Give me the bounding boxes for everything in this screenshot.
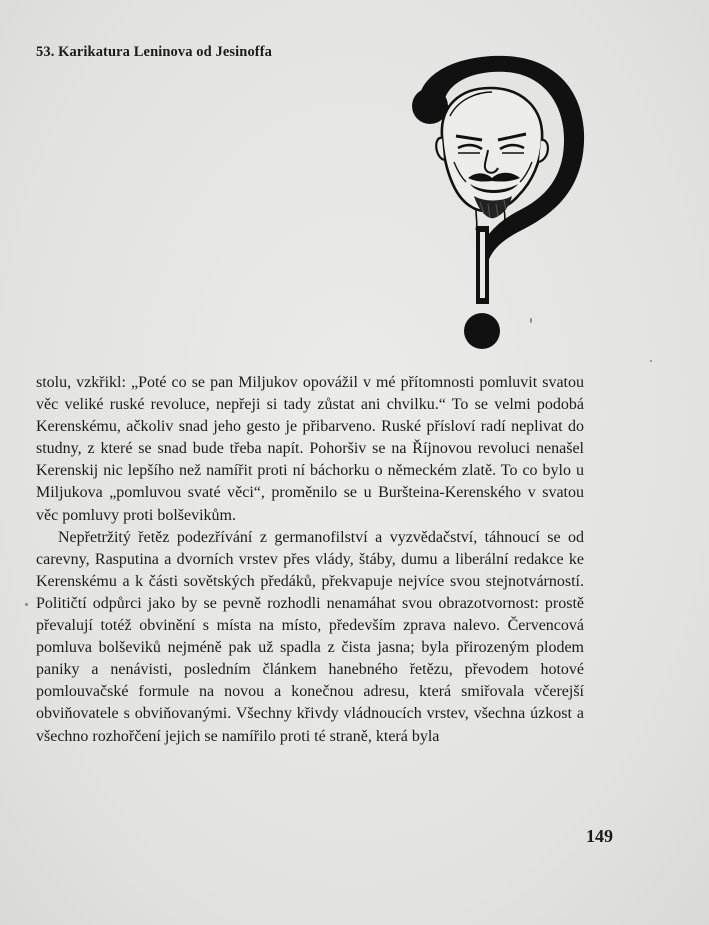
paper-speck bbox=[650, 360, 652, 362]
paper-speck bbox=[25, 603, 28, 606]
paper-speck bbox=[530, 318, 532, 323]
paragraph-1: stolu, vzkřikl: „Poté co se pan Miljukov opovážil v mé přítomnosti pomluvit svatou věc veliké ruské revoluce, nepřeji si tady zůstat ani chvilku.“ To se velmi podobá Kerenskému, ačkoliv snad jeho gesto je přibarveno. Ruské přísloví radí neplivat do studny, z které se snad bude třeba napít. Pohoršiv se na Říjnovou revoluci nenašel Kerenskij nic lepšího než namířit proti ní báchorku o německém zlatě. To co bylo u Miljukova „pomluvou svaté věci“, proměnilo se u Buršteina-Kerenského v svatou věc pomluvy proti bolševikům. bbox=[36, 374, 584, 524]
question-mark-stem-highlight bbox=[480, 232, 485, 298]
lenin-caricature-illustration bbox=[396, 50, 596, 360]
main-text bbox=[36, 372, 584, 748]
question-mark-dot bbox=[464, 313, 500, 349]
paragraph-2: Nepřetržitý řetěz podezřívání z germanofilství a vyzvědačství, táhnoucí se od carevny, Rasputina a dvorních vrstev přes vlády, štáby, dumu a liberální redakce ke Kerenskému a k části sovětských předáků, překvapuje nejvíce svou stejnotvárností. Političtí odpůrci jako by se pevně rozhodli nenamáhat svou obrazotvornost: prostě převalují totéž obvinění s místa na místo, především zprava nalevo. Červencová pomluva bolševiků nejméně pak už spadla z čista jasna; byla přirozeným plodem paniky a nenávisti, posledním článkem hanebného řetězu, převodem hotové pomlouvačské formule na novou a konečnou adresu, která smiřovala včerejší obviňovatele s obviňovanými. Všechny křivdy vládnoucích vrstev, všechna úzkost a všechno rozhořčení jejich se namířilo proti té straně, která byla bbox=[36, 528, 584, 745]
figure-caption: 53. Karikatura Leninova od Jesinoffa bbox=[36, 44, 273, 60]
page-number: 149 bbox=[586, 826, 613, 846]
question-mark-caricature-icon bbox=[396, 50, 596, 360]
